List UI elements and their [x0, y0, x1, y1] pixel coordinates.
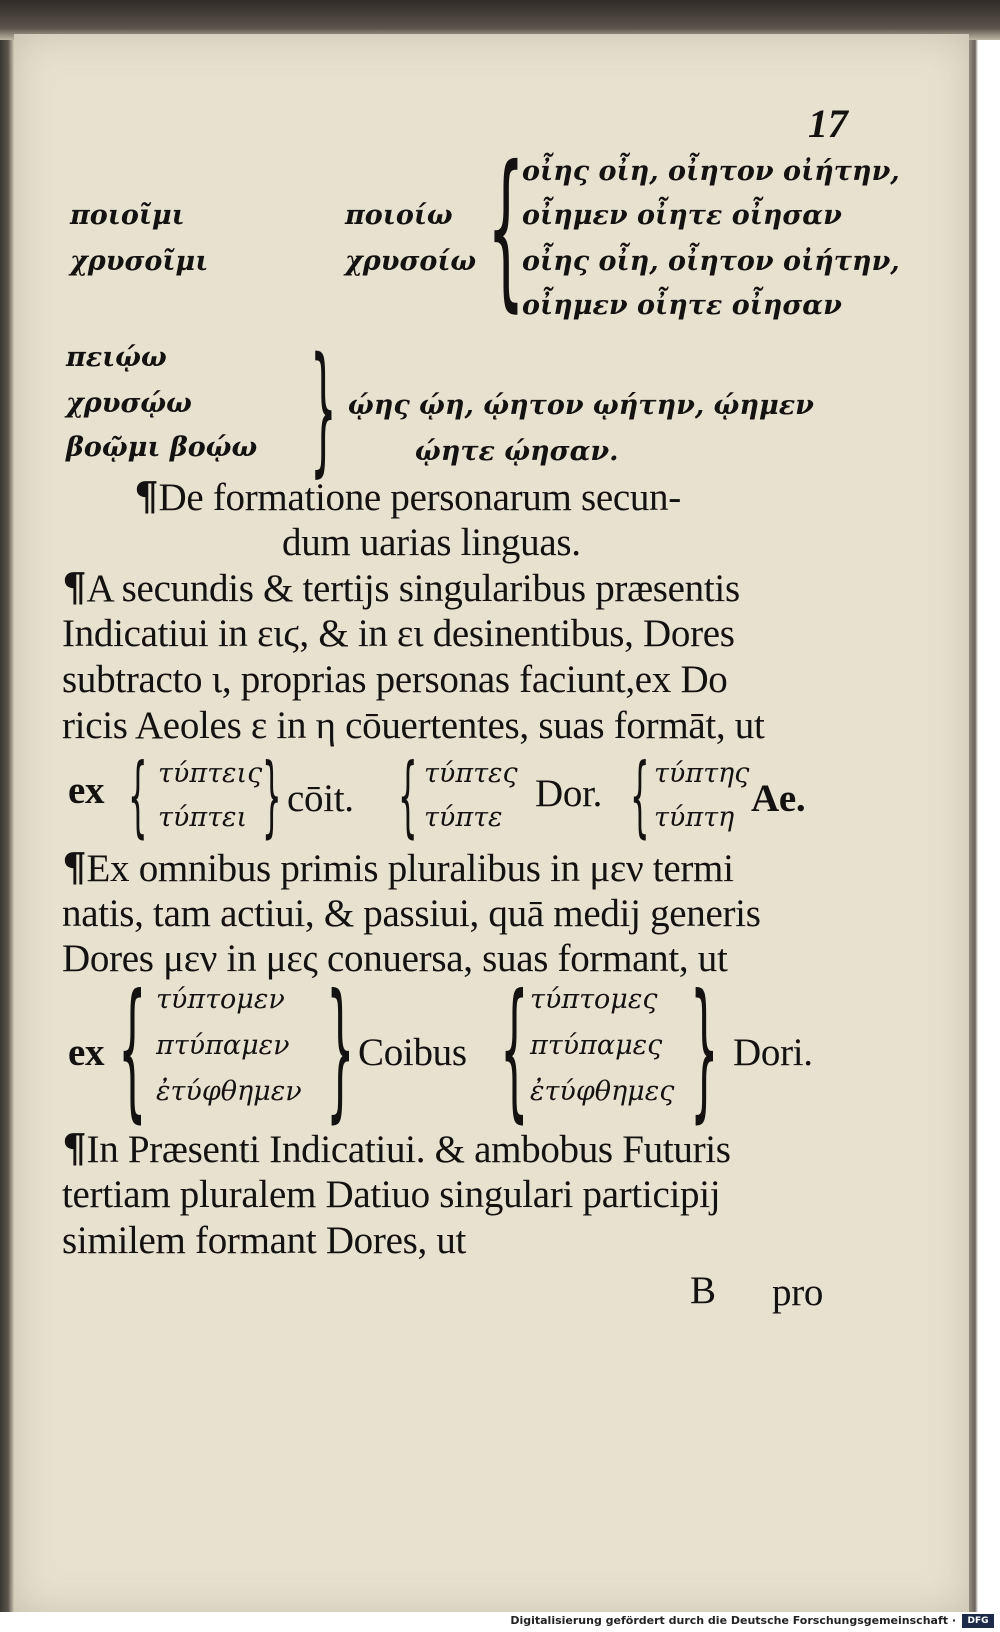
example1-c-row2: τύπτη: [654, 802, 735, 833]
para3-text-1: In Præsenti Indicatiui. & ambobus Futuris: [86, 1128, 731, 1171]
example1-a-row1: τύπτεις: [158, 758, 263, 789]
para1-line2: Indicatiui in ειϛ, & in ει desinentibus, Dores: [62, 612, 735, 655]
catchword: pro: [772, 1271, 824, 1314]
section-heading-line2: dum uarias linguas.: [282, 521, 581, 564]
table1-col2-row1: ποιοίω: [345, 200, 453, 231]
page-number: 17: [808, 101, 848, 146]
example1-coit: cōit.: [287, 777, 354, 820]
section-heading-line1: [134, 474, 681, 520]
table1-col3-row2: οἶημεν οἶητε οἶησαν: [522, 200, 842, 231]
table1-col1-row1: ποιοῖμι: [70, 200, 185, 231]
example2-dori: Dori.: [733, 1031, 813, 1074]
heading-text-1: De formatione personarum secun-: [158, 476, 681, 519]
table1-col3-row3: οἶης οἶη, οἶητον οἰήτην,: [522, 246, 900, 277]
example1-brace-b-open: {: [398, 744, 418, 847]
para2-line2: natis, tam actiui, & passiui, quā medij generis: [62, 892, 761, 935]
paragraph-mark-icon: ¶: [134, 474, 159, 520]
para2-text-1: Ex omnibus primis pluralibus in μεν termi: [86, 847, 734, 890]
example2-brace-b-close: }: [690, 963, 719, 1137]
table1-col1-row2: χρυσοῖμι: [70, 246, 209, 277]
example1-brace-c-open: {: [630, 744, 650, 847]
table2-col1-row2: χρυσῴω: [66, 388, 192, 419]
para1-line1: [62, 565, 740, 611]
example2-b-row1: τύπτομες: [530, 984, 658, 1015]
footer-text: Digitalisierung gefördert durch die Deutsche Forschungsgemeinschaft ·: [510, 1614, 956, 1627]
paragraph-mark-icon: ¶: [62, 845, 87, 891]
example1-b-row1: τύπτες: [424, 758, 518, 789]
example2-brace-a-open: {: [118, 963, 147, 1137]
example1-brace-a-open: {: [128, 744, 148, 847]
table2-col3-row1: ῴης ῴη, ῴητον ῳήτην, ῴημεν: [348, 390, 814, 421]
para1-line3: subtracto ι, proprias personas faciunt,ex Do: [62, 658, 728, 701]
table1-col3-row1: οἶης οἶη, οἶητον οἰήτην,: [522, 156, 900, 187]
example1-b-row2: τύπτε: [424, 802, 503, 833]
para2-line1: [62, 845, 734, 891]
example2-a-row1: τύπτομεν: [156, 984, 285, 1015]
table2-col1-row1: πειῴω: [66, 342, 167, 373]
example1-a-row2: τύπτει: [158, 802, 248, 833]
table1-brace: {: [487, 130, 525, 328]
example1-c-row1: τύπτης: [654, 758, 750, 789]
table1-col3-row4: οἶημεν οἶητε οἶησαν: [522, 290, 842, 321]
paragraph-mark-icon: ¶: [62, 1126, 87, 1172]
para1-line4: ricis Aeoles ε in η cōuertentes, suas formāt, ut: [62, 704, 765, 747]
example1-dor: Dor.: [535, 772, 603, 815]
example2-coibus: Coibus: [358, 1031, 467, 1074]
para3-line3: similem formant Dores, ut: [62, 1219, 467, 1262]
para3-line2: tertiam pluralem Datiuo singulari participij: [62, 1173, 721, 1216]
example1-ex: ex: [68, 769, 105, 812]
example2-brace-b-open: {: [500, 963, 529, 1137]
example1-ae: Ae.: [751, 777, 806, 820]
example2-b-row2: πτύπαμες: [530, 1030, 663, 1061]
digitization-footer: [0, 1612, 1000, 1632]
para1-text-1: A secundis & tertijs singularibus præsentis: [86, 567, 740, 610]
para2-line3: Dores μεν in μες conuersa, suas formant, ut: [62, 937, 728, 980]
table2-col3-row2: ῴητε ῴησαν.: [415, 436, 619, 467]
signature-mark: B: [690, 1269, 716, 1312]
para3-line1: [62, 1126, 731, 1172]
example1-brace-a-close: }: [262, 744, 282, 847]
example2-brace-a-close: }: [326, 963, 355, 1137]
table2-col1-row3: βοῷμι βοῴω: [66, 432, 258, 463]
dfg-logo: DFG: [962, 1614, 994, 1628]
example2-a-row2: πτύπαμεν: [156, 1030, 290, 1061]
example2-ex: ex: [68, 1031, 105, 1074]
table1-col2-row2: χρυσοίω: [345, 246, 477, 277]
table2-brace: }: [310, 328, 337, 491]
paragraph-mark-icon: ¶: [62, 565, 87, 611]
example2-a-row3: ἐτύφθημεν: [156, 1076, 302, 1107]
example2-b-row3: ἐτύφθημες: [530, 1076, 675, 1107]
